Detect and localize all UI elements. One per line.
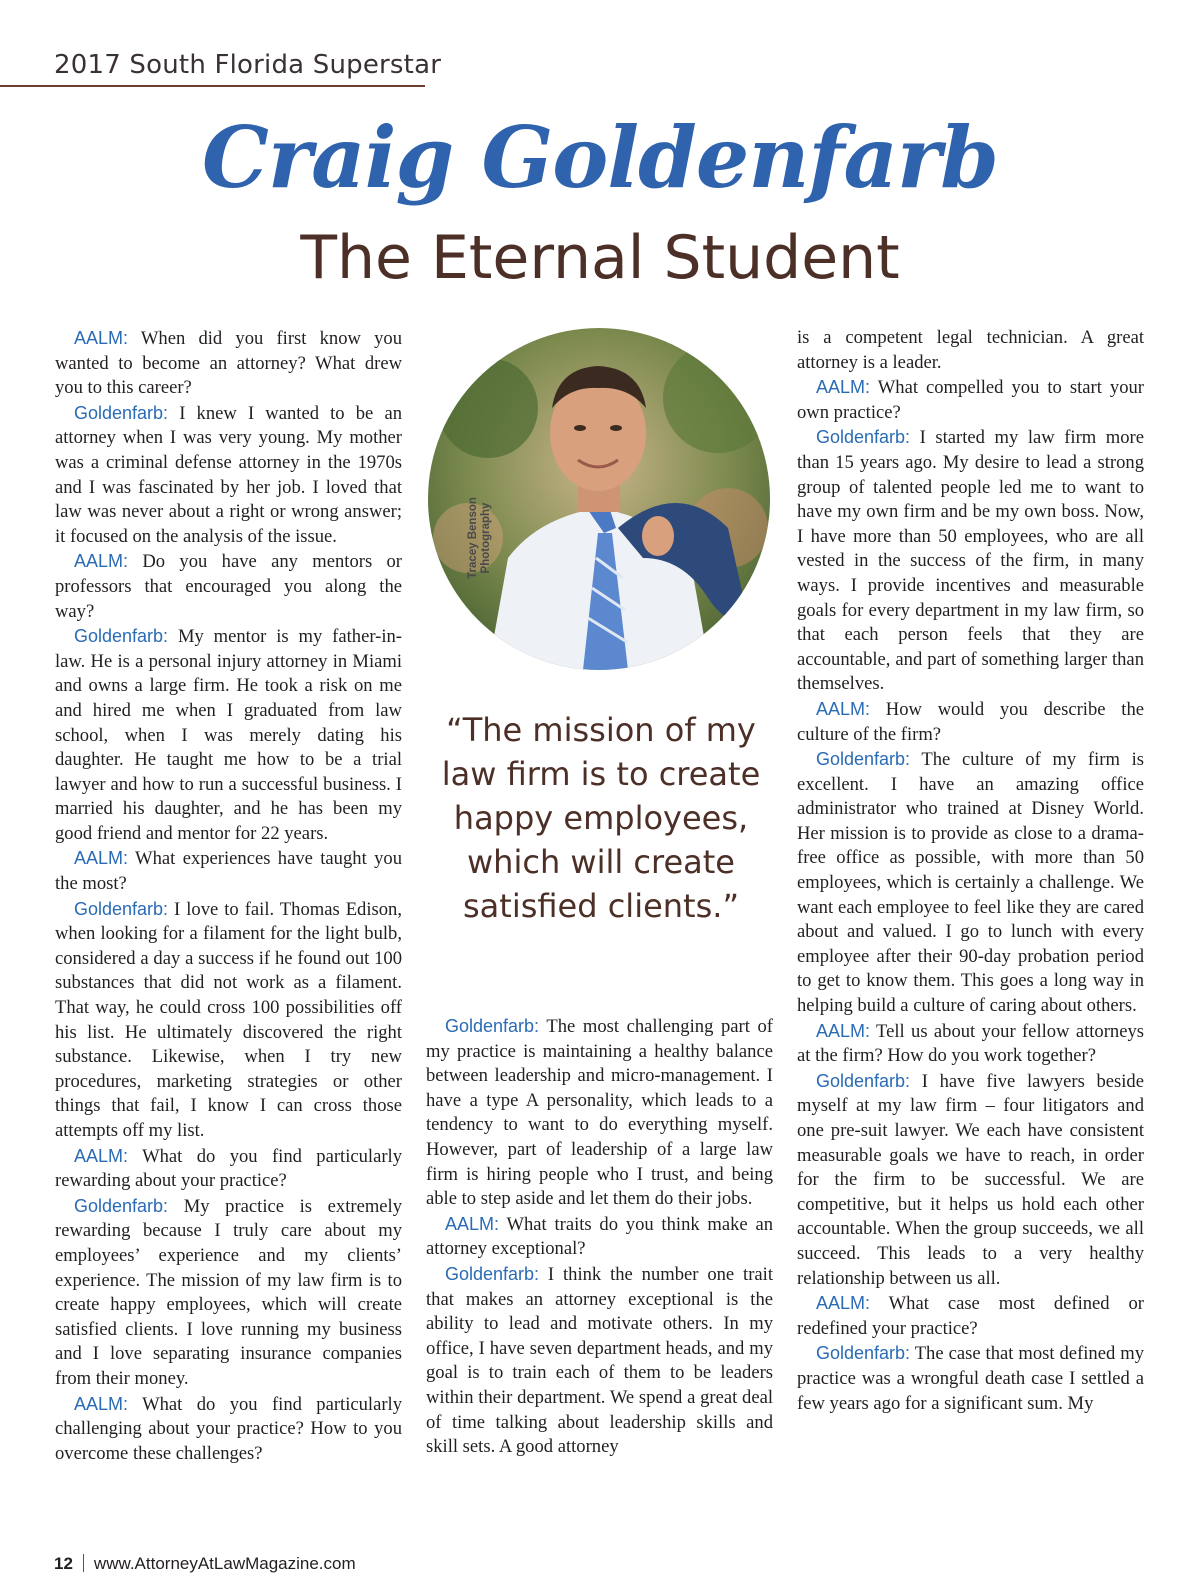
article-paragraph [426,1014,773,1212]
photo-credit: Tracey Benson Photography [467,497,492,579]
section-label: 2017 South Florida Superstar [54,50,442,80]
speaker-label: AALM: [445,1213,500,1234]
paragraph-text: is a competent legal technician. A great attorney is a leader. [797,327,1144,373]
paragraph-text: What case most defined or redefined your practice? [797,1293,1144,1339]
paragraph-text: My mentor is my father-in-law. He is a personal injury attorney in Miami and owns a large firm. He took a risk on me and hired me when I graduated from law school, when I was merely dating his daughter. He taught me how to be a trial lawyer and how to run a successful business. I married his daughter, and he has been my good friend and mentor for 22 years. [55,626,402,844]
article-paragraph [797,375,1144,425]
paragraph-text: When did you first know you wanted to become an attorney? What drew you to this career? [55,328,402,399]
paragraph-text: What do you find particularly challenging about your practice? How to you overcome these challenges? [55,1393,402,1464]
paragraph-text: What compelled you to start your own practice? [797,377,1144,423]
speaker-label: Goldenfarb: [816,1343,911,1364]
paragraph-text: I think the number one trait that makes an attorney exceptional is the ability to lead and motivate others. In my office, I have seven department heads, and my goal is to train each of them to be leaders within their department. We spend a great deal of time talking about leadership skills and skill sets. A good attorney [426,1263,773,1458]
speaker-label: AALM: [816,698,871,719]
article-paragraph [797,697,1144,747]
speaker-label: Goldenfarb: [816,1070,911,1091]
article-paragraph [55,846,402,896]
magazine-url: www.AttorneyAtLawMagazine.com [93,1554,356,1573]
speaker-label: AALM: [816,377,871,398]
article-title: Craig Goldenfarb [202,108,998,207]
article-paragraph [55,1194,402,1392]
article-paragraph [797,326,1144,375]
speaker-label: AALM: [74,1393,129,1414]
paragraph-text: What do you find particularly rewarding about your practice? [55,1145,402,1192]
speaker-label: AALM: [816,1020,871,1041]
speaker-label: Goldenfarb: [816,427,911,448]
speaker-label: Goldenfarb: [445,1263,540,1284]
article-paragraph [426,1212,773,1262]
article-paragraph [55,624,402,846]
paragraph-text: What experiences have taught you the most? [55,848,402,895]
article-paragraph [797,747,1144,1019]
page-number: 12 [54,1554,73,1573]
speaker-label: Goldenfarb: [74,898,169,919]
paragraph-text: How would you describe the culture of the firm? [797,698,1144,745]
paragraph-text: I have five lawyers beside myself at my law firm – four litigators and one pre-suit lawyer. We each have consistent measurable goals we have to reach, in order for the firm to be successful. We are competitive, but it helps us hold each other accountable. When the group succeeds, we all succeed. This leads to a very healthy relationship between us all. [797,1070,1144,1289]
article-column-2 [426,1014,773,1460]
speaker-label: Goldenfarb: [816,749,911,770]
paragraph-text: Do you have any mentors or professors that encouraged you along the way? [55,551,402,622]
speaker-label: Goldenfarb: [74,626,169,647]
article-paragraph [426,1262,773,1460]
article-paragraph [55,549,402,624]
speaker-label: AALM: [74,551,129,572]
article-paragraph [797,1069,1144,1291]
paragraph-text: The culture of my firm is excellent. I have an amazing office administrator who trained at Disney World. Her mission is to provide as close to a drama-free office as possible, with more than 50 employees, which is certainly a challenge. We want each employee to feel like they are cared about and valued. I go to lunch with every employee after their 90-day probation period to get to know them. This goes a long way in helping build a culture of caring about others. [797,749,1144,1017]
speaker-label: Goldenfarb: [445,1016,540,1036]
paragraph-text: I knew I wanted to be an attorney when I was very young. My mother was a criminal defense attorney in the 1970s and I was fascinated by her job. I loved that law was never about a right or wrong answer; it focused on the analysis of the issue. [55,402,402,547]
article-paragraph [797,1019,1144,1069]
paragraph-text: Tell us about your fellow attorneys at the firm? How do you work together? [797,1020,1144,1067]
article-paragraph [55,1144,402,1194]
section-divider [0,85,425,87]
paragraph-text: The most challenging part of my practice is maintaining a healthy balance between leadership and micro-management. I have a type A personality, which leads to a tendency to want to do everything myself. However, part of leadership of a large law firm is hiring people who I trust, and being able to step aside and let them do their jobs. [426,1016,773,1210]
paragraph-text: The case that most defined my practice was a wrongful death case I settled a few years ago for a significant sum. My [797,1343,1144,1414]
speaker-label: Goldenfarb: [74,402,169,423]
speaker-label: AALM: [74,328,129,348]
article-column-1 [55,326,402,1466]
article-column-3 [797,326,1144,1416]
paragraph-text: My practice is extremely rewarding because I truly care about my employees’ experience and my clients’ experience. The mission of my law firm is to create happy employees, which will create satisfied clients. I love running my business and I love separating insurance companies from their money. [55,1195,402,1389]
article-paragraph [55,897,402,1144]
article-paragraph [55,401,402,550]
article-subtitle: The Eternal Student [300,223,900,293]
article-paragraph [55,326,402,401]
article-paragraph [797,1341,1144,1416]
speaker-label: AALM: [74,1145,129,1166]
paragraph-text: I love to fail. Thomas Edison, when looking for a filament for the light bulb, considered a day a success if he found out 100 substances that did not work as a filament. That way, he could cross 100 possibilities off his list. He ultimately discovered the right substance. Likewise, when I try new procedures, marketing strategies or other things that fail, I know I can cross those attempts off my list. [55,898,402,1141]
paragraph-text: What traits do you think make an attorney exceptional? [426,1213,773,1260]
speaker-label: AALM: [816,1293,871,1314]
pull-quote: “The mission of my law firm is to create happy employees, which will create satisfied clients.” [441,711,761,925]
footer-divider [83,1554,84,1572]
speaker-label: AALM: [74,848,129,869]
article-paragraph [55,1392,402,1467]
article-paragraph [797,1291,1144,1341]
article-paragraph [797,425,1144,697]
paragraph-text: I started my law firm more than 15 years ago. My desire to lead a strong group of talented people led me to want to have my own firm and be my own boss. Now, I have more than 50 employees, who are all vested in the success of the firm, in many ways. I provide incentives and measurable goals for every department in my law firm, so that each person feels that they are accountable, and part of something larger than themselves. [797,427,1144,695]
speaker-label: Goldenfarb: [74,1195,169,1216]
page-footer [54,1554,356,1574]
